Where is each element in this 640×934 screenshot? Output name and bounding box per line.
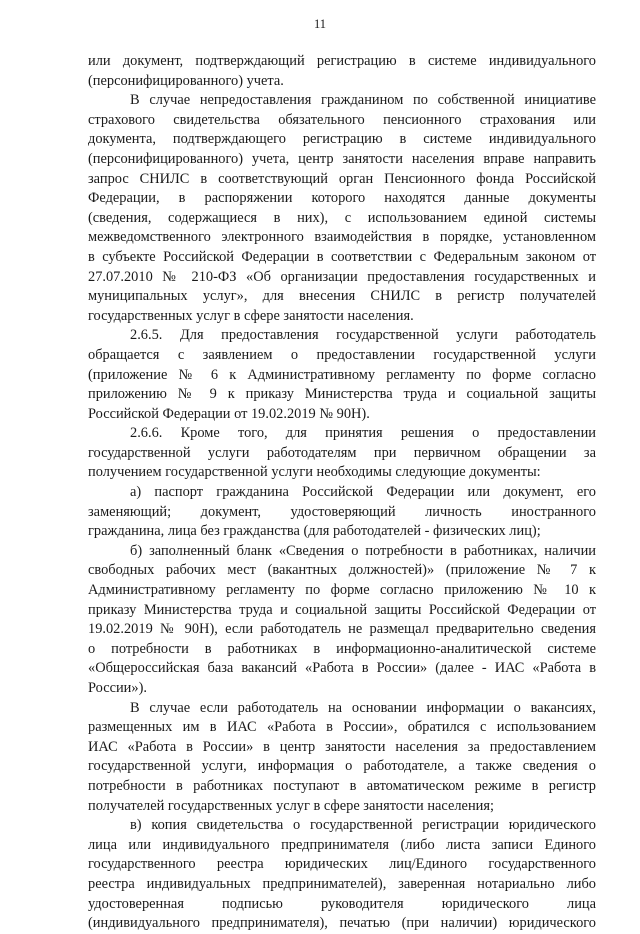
paragraph-line: заменяющий; документ, удостоверяющий личность иностранного [88,503,596,520]
paragraph-line: размещенных им в ИАС «Работа в России», обратился с использованием [88,719,596,736]
paragraph-line: свободных рабочих мест (вакантных должностей)» (приложение № 7 к [88,562,596,579]
paragraph-line: а) паспорт гражданина Российской Федерации или документ, его [130,484,596,501]
paragraph-line: или документ, подтверждающий регистрацию в системе индивидуального [88,53,596,69]
paragraph-line: получателей государственных услуг в сфере занятости населения; [88,797,494,814]
paragraph-line: страхового свидетельства обязательного пенсионного страхования или [88,111,596,128]
paragraph-line: государственного реестра юридических лиц/Единого государственного [88,856,596,873]
paragraph-line: Административному регламенту по форме согласно приложению № 10 к [88,582,596,599]
paragraph-line: 27.07.2010 № 210-ФЗ «Об организации предоставления государственных и [88,268,596,285]
paragraph-line: реестра индивидуальных предпринимателей), заверенная нотариально либо [88,875,596,892]
paragraph [88,91,596,326]
paragraph-line: (индивидуального предпринимателя), печатью (при наличии) юридического [88,915,596,932]
paragraph-line: муниципальных услуг», для внесения СНИЛС в регистр получателей [88,288,596,305]
page-number: 11 [313,17,327,31]
paragraph-line: В случае если работодатель на основании информации о вакансиях, [130,699,596,716]
paragraph [88,483,596,542]
paragraph-line: запрос СНИЛС в соответствующий орган Пенсионного фонда Российской [88,170,596,187]
paragraph-line: удостоверенная подписью руководителя юридического лица [88,895,596,912]
paragraph-line: гражданина, лица без гражданства (для работодателей - физических лиц); [88,523,541,540]
paragraph-line: потребности в работниках поступают в автоматическом режиме в регистр [88,777,596,794]
paragraph [88,816,596,934]
paragraph-line: о потребности в работниках в информационно-аналитической системе [88,640,596,657]
paragraph-line: 19.02.2019 № 90Н), если работодатель не размещал предварительно сведения [88,621,596,638]
paragraph-line: государственной услуги работодателям при первичном обращении за [88,444,596,461]
paragraph [88,542,596,699]
paragraph-line: (персонифицированного) учета, центр занятости населения вправе направить [88,150,596,167]
paragraph-line: приложению № 9 к приказу Министерства труда и социальной защиты [88,386,596,403]
document-body [88,52,596,934]
paragraph-line: обращается с заявлением о предоставлении государственной услуги [88,346,596,363]
paragraph-line: (сведения, содержащиеся в них), с использованием единой системы [88,209,596,226]
paragraph-line: б) заполненный бланк «Сведения о потребности в работниках, наличии [130,542,596,559]
paragraph-line: Российской Федерации от 19.02.2019 № 90Н). [88,405,370,422]
paragraph-line: государственной услуги, информация о работодателе, а также сведения о [88,758,596,775]
paragraph-line: «Общероссийская база вакансий «Работа в России» (далее - ИАС «Работа в [88,660,596,677]
paragraph-line: 2.6.6. Кроме того, для принятия решения о предоставлении [130,425,596,442]
paragraph-line: Федерации, в распоряжении которого находятся данные документы [88,190,596,207]
paragraph [88,424,596,483]
paragraph-line: лица или индивидуального предпринимателя (либо листа записи Единого [88,836,596,853]
paragraph [88,326,596,424]
paragraph [88,52,596,91]
paragraph-line: В случае непредоставления гражданином по собственной инициативе [130,92,596,109]
paragraph-line: государственных услуг в сфере занятости населения. [88,307,414,324]
paragraph-line: 2.6.5. Для предоставления государственной услуги работодатель [130,327,596,344]
paragraph-line: в) копия свидетельства о государственной регистрации юридического [130,817,596,834]
paragraph-line: России»). [88,680,147,696]
paragraph-line: (приложение № 6 к Административному регламенту по форме согласно [88,366,596,383]
paragraph-line: получением государственной услуги необходимы следующие документы: [88,464,541,481]
paragraph [88,699,596,817]
paragraph-line: межведомственного электронного взаимодействия в порядке, установленном [88,229,596,246]
paragraph-line: документа, подтверждающего регистрацию в системе индивидуального [88,131,596,148]
paragraph-line: (персонифицированного) учета. [88,72,284,89]
paragraph-line: приказу Министерства труда и социальной защиты Российской Федерации от [88,601,596,618]
paragraph-line: ИАС «Работа в России» в центр занятости населения за предоставлением [88,738,596,755]
paragraph-line: в субъекте Российской Федерации в соответствии с Федеральным законом от [88,248,596,265]
